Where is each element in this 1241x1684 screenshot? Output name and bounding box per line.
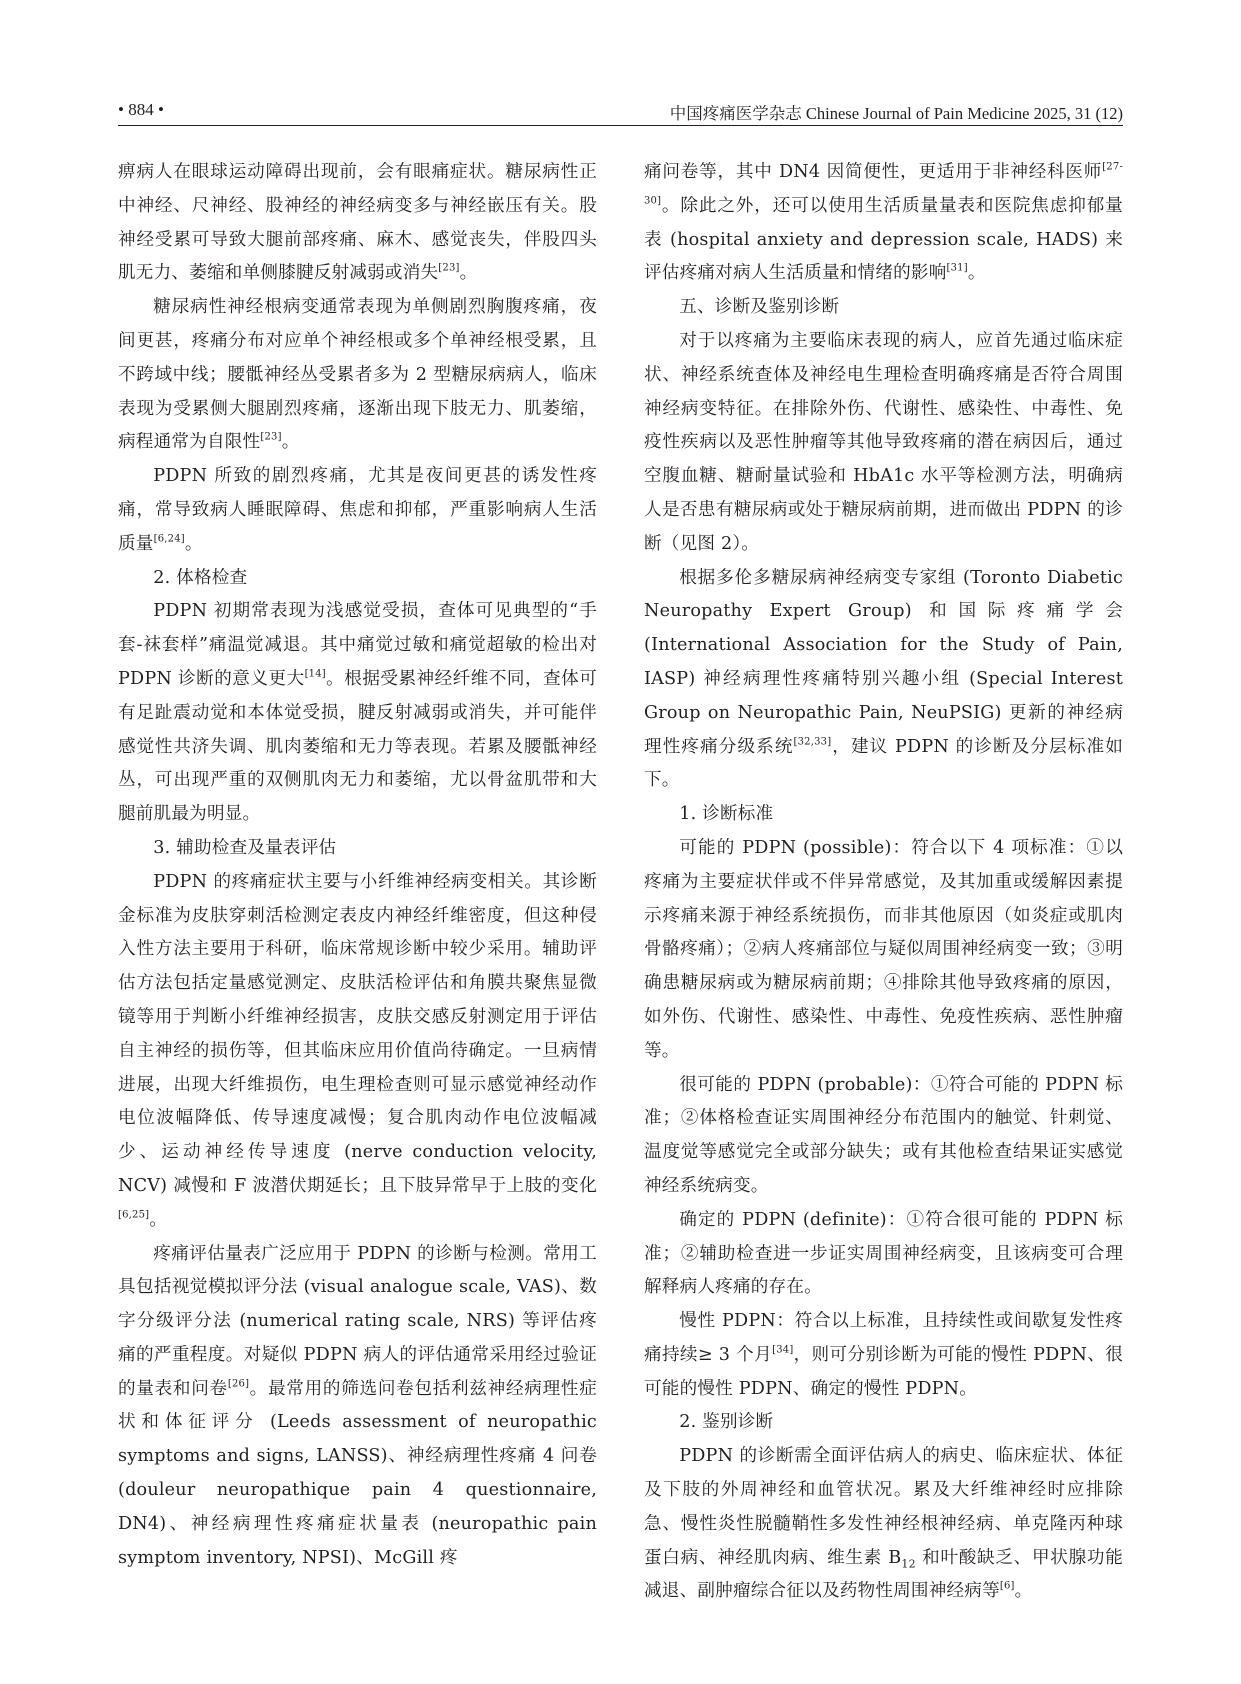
left-column [118,156,597,1575]
paragraph: 痛问卷等，其中 DN4 因简便性，更适用于非神经科医师[27-30]。除此之外，还可以使用生活质量量表和医院焦虑抑郁量表 (hospital anxiety and depression scale, HADS) 来评估疼痛对病人生活质量和情绪的影响[31]。 [644,161,1123,284]
section-heading: 2. 体格检查 [153,567,248,588]
citation: [32,33] [793,736,832,748]
citation: [27-30] [644,161,1123,207]
paragraph: 很可能的 PDPN (probable)：①符合可能的 PDPN 标准；②体格检查证实周围神经分布范围内的触觉、针刺觉、温度觉等感觉完全或部分缺失；或有其他检查结果证实感觉神经系统病变。 [644,1074,1123,1196]
journal-title: 中国疼痛医学杂志 Chinese Journal of Pain Medicine 2025, 31 (12) [669,104,1123,123]
citation: [6,24] [153,533,185,545]
paragraph: 痹病人在眼球运动障碍出现前，会有眼痛症状。糖尿病性正中神经、尺神经、股神经的神经病变多与神经嵌压有关。股神经受累可导致大腿前部疼痛、麻木、感觉丧失，伴股四头肌无力、萎缩和单侧膝腱反射减弱或消失[23]。 [118,162,597,284]
section-heading: 1. 诊断标准 [679,804,774,825]
citation: [34] [772,1344,794,1356]
paragraph: 确定的 PDPN (definite)：①符合很可能的 PDPN 标准；②辅助检查进一步证实周围神经病变，且该病变可合理解释病人疼痛的存在。 [644,1209,1123,1298]
running-header [118,100,1123,124]
citation: [26] [227,1378,250,1390]
section-heading: 五、诊断及鉴别诊断 [679,297,840,318]
paragraph: 对于以疼痛为主要临床表现的病人，应首先通过临床症状、神经系统查体及神经电生理检查明确疼痛是否符合周围神经病变特征。在排除外伤、代谢性、感染性、中毒性、免疫性疾病以及恶性肿瘤等其他导致疼痛的潜在病因后，通过空腹血糖、糖耐量试验和 HbA1c 水平等检测方法，明确病人是否患有糖尿病或处于糖尿病前期，进而做出 PDPN 的诊断（见图 2）。 [644,330,1123,554]
citation: [23] [438,262,460,274]
right-column [644,156,1123,1609]
paragraph: 疼痛评估量表广泛应用于 PDPN 的诊断与检测。常用工具包括视觉模拟评分法 (visual analogue scale, VAS)、数字分级评分法 (numerical rating scale, NRS) 等评估疼痛的严重程度。对疑似 PDPN 病人的评估通常采用经过验证的量表和问卷[26]。最常用的筛选问卷包括利兹神经病理性症状和体征评分 (Leeds assessment of neuropathic symptoms and signs, LANSS)、神经病理性疼痛 4 问卷 (douleur neuropathique pain 4 questionnaire, DN4)、神经病理性疼痛症状量表 (neuropathic pain symptom inventory, NPSI)、McGill 疼 [118,1243,597,1568]
paragraph: PDPN 所致的剧烈疼痛，尤其是夜间更甚的诱发性疼痛，常导致病人睡眠障碍、焦虑和抑郁，严重影响病人生活质量[6,24]。 [118,466,597,554]
citation: [23] [260,431,282,443]
page-number: • 884 • [118,100,164,119]
citation: [6] [999,1580,1015,1592]
header-rule [118,125,1123,126]
paragraph: PDPN 的诊断需全面评估病人的病史、临床症状、体征及下肢的外周神经和血管状况。累及大纤维神经时应排除急、慢性炎性脱髓鞘性多发性神经根神经病、单克隆丙种球蛋白病、神经肌肉病、维生素 $B_{12}$ 和叶酸缺乏、甲状腺功能减退、副肿瘤综合征以及药物性周围神经病等[6]。 [644,1446,1123,1602]
section-heading: 3. 辅助检查及量表评估 [153,837,337,858]
citation: [6,25] [118,1209,150,1221]
paragraph: 可能的 PDPN (possible)：符合以下 4 项标准：①以疼痛为主要症状伴或不伴异常感觉，及其加重或缓解因素提示疼痛来源于神经系统损伤，而非其他原因（如炎症或肌肉骨骼疼痛）；②病人疼痛部位与疑似周围神经病变一致；③明确患糖尿病或为糖尿病前期；④排除其他导致疼痛的原因，如外伤、代谢性、感染性、中毒性、免疫性疾病、恶性肿瘤等。 [644,837,1123,1061]
paragraph: PDPN 初期常表现为浅感觉受损，查体可见典型的“手套-袜套样”痛温觉减退。其中痛觉过敏和痛觉超敏的检出对 PDPN 诊断的意义更大[14]。根据受累神经纤维不同，查体可有足趾震动觉和本体觉受损，腱反射减弱或消失，并可能伴感觉性共济失调、肌肉萎缩和无力等表现。若累及腰骶神经丛，可出现严重的双侧肌肉无力和萎缩，尤以骨盆肌带和大腿前肌最为明显。 [118,601,597,825]
citation: [14] [304,668,326,680]
paragraph: PDPN 的疼痛症状主要与小纤维神经病变相关。其诊断金标准为皮肤穿刺活检测定表皮内神经纤维密度，但这种侵入性方法主要用于科研，临床常规诊断中较少采用。辅助评估方法包括定量感觉测定、皮肤活检评估和角膜共聚焦显微镜等用于判断小纤维神经损害，皮肤交感反射测定用于评估自主神经的损伤等，但其临床应用价值尚待确定。一旦病情进展，出现大纤维损伤，电生理检查则可显示感觉神经动作电位波幅降低、传导速度减慢；复合肌肉动作电位波幅减少、运动神经传导速度 (nerve conduction velocity, NCV) 减慢和 F 波潜伏期延长；且下肢异常早于上肢的变化[6,25]。 [118,871,597,1230]
paragraph: 慢性 PDPN：符合以上标准，且持续性或间歇复发性疼痛持续≥ 3 个月[34]，则可分别诊断为可能的慢性 PDPN、很可能的慢性 PDPN、确定的慢性 PDPN。 [644,1311,1123,1399]
section-heading: 2. 鉴别诊断 [679,1412,774,1433]
subscript: 12 [901,1557,916,1571]
paragraph: 糖尿病性神经根病变通常表现为单侧剧烈胸腹疼痛，夜间更甚，疼痛分布对应单个神经根或多个单神经根受累，且不跨域中线；腰骶神经丛受累者多为 2 型糖尿病病人，临床表现为受累侧大腿剧烈疼痛，逐渐出现下肢无力、肌萎缩，病程通常为自限性[23]。 [118,297,597,453]
paragraph: 根据多伦多糖尿病神经病变专家组 (Toronto Diabetic Neuropathy Expert Group) 和国际疼痛学会 (International Association for the Study of Pain, IASP) 神经病理性疼痛特别兴趣小组 (Special Interest Group on Neuropathic Pain, NeuPSIG) 更新的神经病理性疼痛分级系统[32,33]，建议 PDPN 的诊断及分层标准如下。 [644,567,1123,791]
citation: [31] [946,262,968,274]
